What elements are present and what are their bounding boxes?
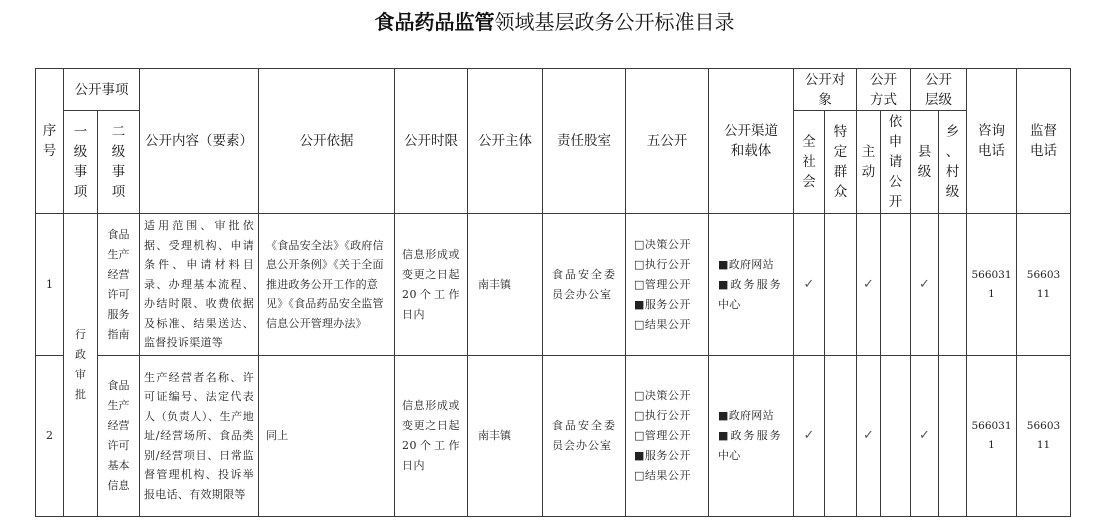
header-items-group — [64, 69, 140, 111]
header-method-active-label: 主动 — [861, 144, 876, 180]
header-channel — [709, 69, 794, 214]
header-time-limit-label: 公开时限 — [404, 133, 458, 149]
content-elements: 适用范围、审批依据、受理机构、申请条件、申请材料目录、办理基本流程、办结时限、收费依据及标准、结果送达、监督投诉渠道等 — [140, 214, 259, 356]
five-disclosure-item: □执行公开 — [634, 409, 691, 422]
level2-item-cell — [98, 214, 140, 356]
disclosure-channels — [709, 356, 794, 517]
five-disclosure-item: ■服务公开 — [634, 297, 691, 311]
header-level2-label: 二级事项 — [111, 124, 126, 200]
supervise-phone: 5660311 — [1026, 268, 1061, 300]
disclosure-subject: 南丰镇 — [468, 356, 543, 517]
header-audience-group-label: 公开对象 — [804, 71, 846, 108]
header-level2 — [98, 111, 140, 214]
header-content-label: 公开内容（要素） — [145, 133, 253, 149]
five-disclosure-item: ■服务公开 — [634, 449, 691, 462]
disclosure-basis: 《食品安全法》《政府信息公开条例》《关于全面推进政务公开工作的意见》《食品药品安全监管信息公开管理办法》 — [259, 214, 395, 356]
method-active-check: ✓ — [857, 356, 881, 517]
header-method-group-label: 公开方式 — [870, 71, 897, 108]
five-disclosure-item: □管理公开 — [634, 429, 691, 442]
five-disclosure-item: □决策公开 — [634, 389, 691, 402]
header-audience-specific-label: 特定群众 — [833, 124, 848, 200]
channel-item: ■政务服务中心 — [718, 429, 781, 462]
level-county-check: ✓ — [911, 356, 939, 517]
header-level-group-label: 公开层级 — [925, 71, 952, 108]
header-seq-label: 序号 — [42, 123, 57, 159]
header-subject-label: 公开主体 — [478, 133, 532, 149]
time-limit: 信息形成或变更之日起20个工作日内 — [395, 356, 468, 517]
header-level-group — [911, 69, 967, 111]
channel-item: ■政府网站 — [718, 409, 774, 422]
level2-item-cell — [98, 356, 140, 517]
header-level-county — [911, 111, 939, 214]
level2-item: 食品生产经营许可基本信息 — [107, 379, 130, 492]
header-level-township-label: 乡、村级 — [945, 124, 960, 200]
audience-all-check: ✓ — [794, 214, 825, 356]
level-county-check: ✓ — [911, 214, 939, 356]
five-disclosure-item: □执行公开 — [634, 257, 691, 271]
method-request-check — [881, 214, 911, 356]
header-seq — [36, 69, 64, 214]
header-audience-all-label: 全社会 — [802, 134, 816, 190]
level2-item: 食品生产经营许可服务指南 — [107, 227, 130, 341]
level-township-check — [939, 356, 967, 517]
consult-phone-cell — [967, 214, 1017, 356]
audience-specific-check — [825, 214, 857, 356]
header-five-label: 五公开 — [646, 133, 688, 149]
page-title-bold: 食品药品监管 — [374, 10, 495, 34]
method-request-check — [881, 356, 911, 517]
page-title — [0, 8, 1109, 36]
consult-phone: 5660311 — [971, 420, 1012, 451]
channel-item: ■政务服务中心 — [718, 277, 781, 311]
header-subject — [468, 69, 543, 214]
table-row — [36, 214, 1071, 356]
header-level-county-label: 县级 — [917, 144, 932, 180]
five-disclosure-item: □决策公开 — [634, 237, 691, 251]
header-supervise-phone-label: 监督电话 — [1030, 123, 1057, 159]
header-consult-phone-label: 咨询电话 — [978, 123, 1005, 159]
five-disclosure-item: □结果公开 — [634, 469, 691, 482]
method-active-check: ✓ — [857, 214, 881, 356]
consult-phone: 5660311 — [971, 268, 1012, 300]
header-basis — [259, 69, 395, 214]
header-content — [140, 69, 259, 214]
responsible-office: 食品安全委员会办公室 — [543, 356, 626, 517]
disclosure-basis: 同上 — [259, 356, 395, 517]
header-office — [543, 69, 626, 214]
header-level1 — [64, 111, 98, 214]
audience-all-check: ✓ — [794, 356, 825, 517]
header-level-township — [939, 111, 967, 214]
header-office-label: 责任股室 — [557, 133, 611, 149]
header-method-request-label: 依申请公开 — [888, 114, 903, 210]
responsible-office: 食品安全委员会办公室 — [543, 214, 626, 356]
disclosure-subject: 南丰镇 — [468, 214, 543, 356]
header-method-group — [857, 69, 911, 111]
time-limit: 信息形成或变更之日起20个工作日内 — [395, 214, 468, 356]
header-audience-all — [794, 111, 825, 214]
header-supervise-phone — [1017, 69, 1071, 214]
header-level1-label: 一级事项 — [73, 124, 88, 200]
supervise-phone-cell — [1017, 356, 1071, 517]
five-disclosures — [626, 214, 709, 356]
header-method-request — [881, 111, 911, 214]
five-disclosure-item: □管理公开 — [634, 277, 691, 291]
catalog-table — [35, 68, 1071, 517]
row-seq: 1 — [36, 214, 64, 356]
supervise-phone-cell — [1017, 214, 1071, 356]
five-disclosures — [626, 356, 709, 517]
header-method-active — [857, 111, 881, 214]
header-row-top — [36, 69, 1071, 111]
table-row — [36, 356, 1071, 517]
header-time-limit — [395, 69, 468, 214]
level-township-check — [939, 214, 967, 356]
audience-specific-check — [825, 356, 857, 517]
page-title-rest: 领域基层政务公开标准目录 — [494, 10, 735, 34]
channel-item: ■政府网站 — [718, 257, 774, 271]
level1-item-cell — [64, 214, 98, 517]
header-channel-label: 公开渠道和载体 — [724, 123, 778, 159]
consult-phone-cell — [967, 356, 1017, 517]
five-disclosure-item: □结果公开 — [634, 317, 691, 331]
level1-item: 行政审批 — [75, 328, 86, 401]
row-seq: 2 — [36, 356, 64, 517]
header-audience-group — [794, 69, 857, 111]
header-consult-phone — [967, 69, 1017, 214]
header-basis-label: 公开依据 — [299, 133, 354, 149]
header-five — [626, 69, 709, 214]
supervise-phone: 5660311 — [1026, 420, 1061, 451]
header-audience-specific — [825, 111, 857, 214]
header-items-group-label: 公开事项 — [74, 81, 129, 98]
content-elements: 生产经营者名称、许可证编号、法定代表人（负责人）、生产地址/经营场所、食品类别/经营项目、日常监督管理机构、投诉举报电话、有效期限等 — [140, 356, 259, 517]
disclosure-channels — [709, 214, 794, 356]
